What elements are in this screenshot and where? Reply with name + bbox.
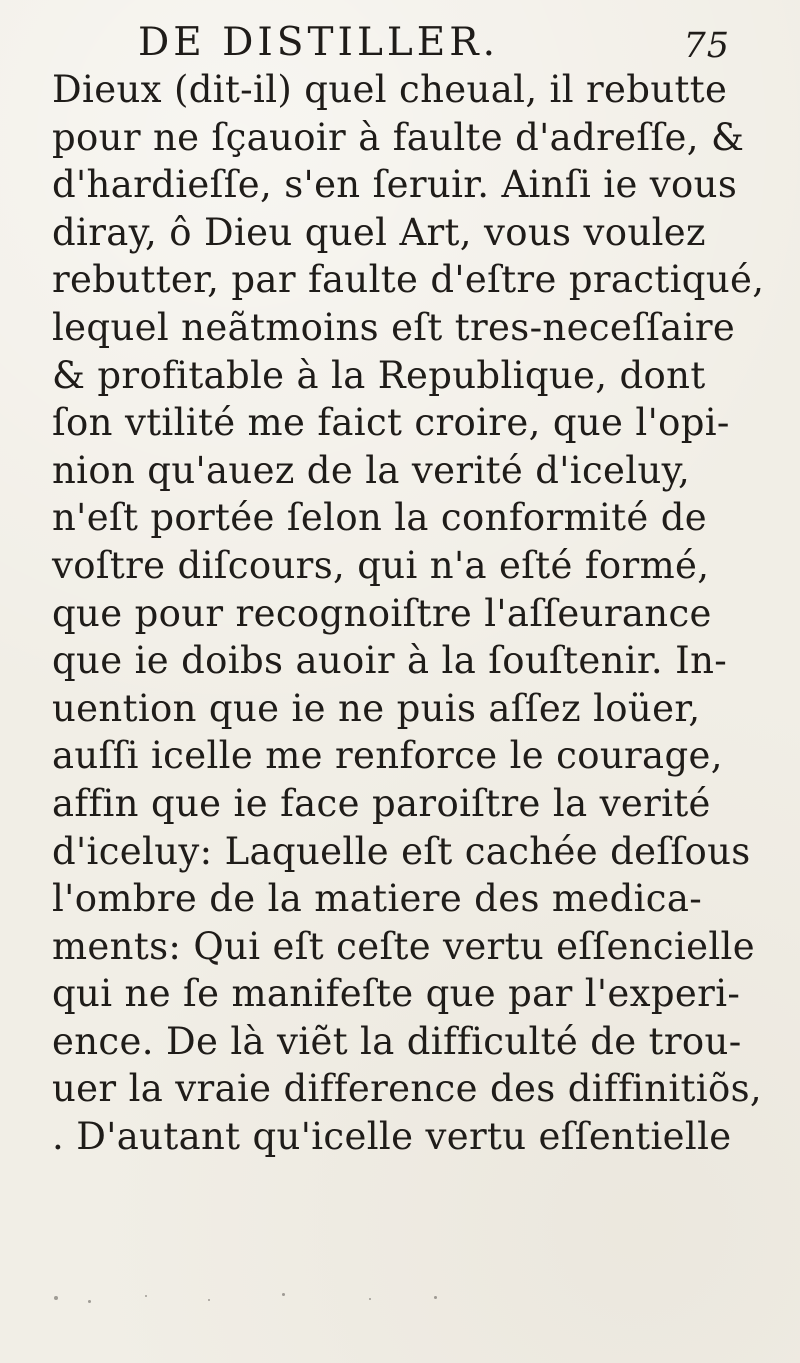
- text-line: rebutter, par faulte d'eſtre practiqué,: [52, 258, 765, 302]
- text-line: n'eſt portée ſelon la conformité de: [52, 496, 707, 540]
- paper-specks: [54, 1291, 504, 1309]
- text-line: que pour recognoiſtre l'aſſeurance: [52, 591, 712, 635]
- text-line: d'iceluy: Laquelle eſt cachée deſſous: [52, 829, 751, 873]
- text-line: affin que ie face paroiſtre la verité: [52, 781, 711, 825]
- ink-speck: [282, 1293, 285, 1296]
- text-line: l'ombre de la matiere des medica-: [52, 877, 703, 921]
- running-title: DE DISTILLER.: [138, 20, 499, 65]
- text-line: que ie doibs auoir à la ſouſtenir. In-: [52, 639, 728, 683]
- ink-speck: [88, 1300, 91, 1303]
- text-line: nion qu'auez de la verité d'iceluy,: [52, 448, 691, 492]
- page-header: [120, 18, 730, 66]
- ink-speck: [54, 1296, 58, 1300]
- ink-speck: [208, 1299, 210, 1301]
- text-line: auſſi icelle me renforce le courage,: [52, 734, 723, 778]
- text-line: uention que ie ne puis aſſez loüer,: [52, 686, 701, 730]
- text-line: diray, ô Dieu quel Art, vous voulez: [52, 210, 706, 254]
- ink-speck: [145, 1295, 147, 1297]
- body-text: [52, 66, 772, 1306]
- ink-speck: [369, 1298, 371, 1300]
- text-line: Dieux (dit-il) quel cheual, il rebutte: [52, 68, 728, 111]
- text-line: ments: Qui eſt ceſte vertu eſſencielle: [52, 924, 755, 968]
- text-line: ſon vtilité me faict croire, que l'opi-: [52, 401, 730, 445]
- text-line: uer la vraie difference des diffinitiõs,: [52, 1067, 763, 1111]
- text-line: d'hardieſſe, s'en ſeruir. Ainſi ie vous: [52, 163, 738, 207]
- text-line: & profitable à la Republique, dont: [52, 353, 706, 397]
- text-line: ence. De là viẽt la difficulté de trou-: [52, 1019, 742, 1063]
- text-line: pour ne ſçauoir à faulte d'adreſſe, &: [52, 115, 745, 159]
- text-line: qui ne ſe manifeſte que par l'experi-: [52, 972, 741, 1016]
- page-number: 75: [683, 26, 730, 66]
- text-line: . D'autant qu'icelle vertu eſſentielle: [52, 1115, 732, 1159]
- text-line: voſtre diſcours, qui n'a eſté formé,: [52, 543, 710, 587]
- ink-speck: [434, 1296, 437, 1299]
- text-line: lequel neãtmoins eſt tres-neceſſaire: [52, 305, 736, 349]
